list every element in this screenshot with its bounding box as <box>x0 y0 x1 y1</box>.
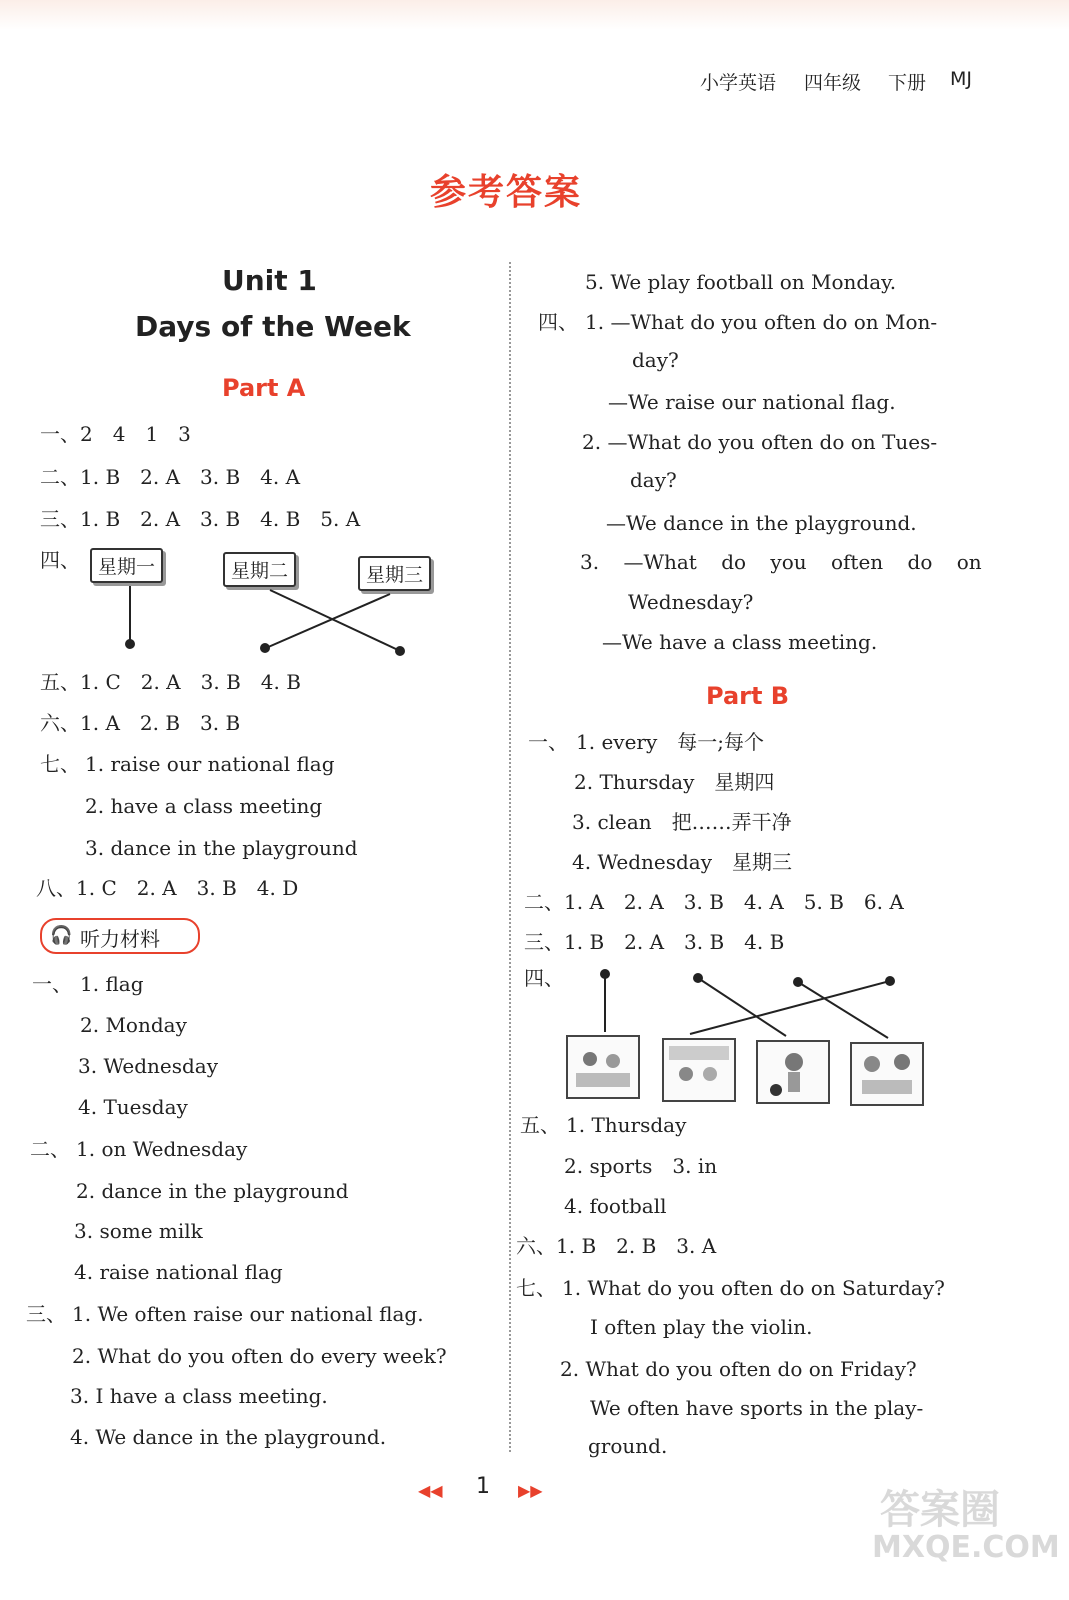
listening-s1-item: 1. flag <box>80 972 144 996</box>
listening-s4-line: 3. —What do you often do on <box>580 550 982 574</box>
part-b-q4-num: 四、 <box>524 966 564 990</box>
part-b-q5-num: 五、 <box>520 1113 560 1137</box>
part-a-q4-num: 四、 <box>40 548 80 572</box>
page-number: 1 <box>476 1474 490 1499</box>
part-b-q6: 六、1. B 2. B 3. A <box>516 1234 717 1258</box>
part-b-q1-item: 3. clean 把……弄干净 <box>572 810 792 834</box>
page-title: 参考答案 <box>430 172 583 213</box>
watermark-url: MXQE.COM <box>872 1530 1060 1565</box>
listening-s4-line: day? <box>632 348 679 372</box>
part-b-q2: 二、1. A 2. A 3. B 4. A 5. B 6. A <box>524 890 904 914</box>
listening-label: 听力材料 <box>80 927 160 951</box>
listening-s4-line: 2. —What do you often do on Tues- <box>582 430 938 454</box>
listening-s2-item: 2. dance in the playground <box>76 1179 349 1203</box>
listening-s2-num: 二、 <box>30 1137 70 1161</box>
listening-s3-item: 1. We often raise our national flag. <box>72 1302 424 1326</box>
part-b-q7-item: 1. What do you often do on Saturday? <box>562 1276 945 1300</box>
part-b-q1-item: 1. every 每一;每个 <box>576 730 765 754</box>
listening-s3-num: 三、 <box>26 1302 66 1326</box>
matching-lines-a <box>0 0 509 700</box>
listening-s4-line: 1. —What do you often do on Mon- <box>585 310 938 334</box>
part-b-q1-num: 一、 <box>528 730 568 754</box>
header-grade: 四年级 <box>804 72 862 94</box>
listening-s3-item: 3. I have a class meeting. <box>70 1384 328 1408</box>
part-b-q3: 三、1. B 2. A 3. B 4. B <box>524 930 785 954</box>
part-b-q7-item: ground. <box>588 1434 668 1458</box>
listening-s2-item: 3. some milk <box>74 1219 203 1243</box>
part-b-q1-item: 2. Thursday 星期四 <box>574 770 775 794</box>
header-volume: 下册 <box>888 72 927 94</box>
headphones-icon: 🎧 <box>50 925 73 946</box>
listening-s3-item: 4. We dance in the playground. <box>70 1425 387 1449</box>
part-a-q7-item-2: 2. have a class meeting <box>85 794 323 818</box>
part-b-q5-item: 4. football <box>564 1194 667 1218</box>
listening-s3-item: 2. What do you often do every week? <box>72 1344 447 1368</box>
next-page-icon[interactable]: ▶▶ <box>518 1481 543 1500</box>
listening-s4-num: 四、 <box>538 310 578 334</box>
picture-flag-raising-icon <box>566 1035 640 1099</box>
listening-s2-item: 1. on Wednesday <box>76 1137 248 1161</box>
part-a-q7-item-3: 3. dance in the playground <box>85 836 358 860</box>
picture-dancing-icon <box>850 1042 924 1106</box>
listening-s4-line: day? <box>630 468 677 492</box>
listening-s4-line: Wednesday? <box>628 590 754 614</box>
column-divider <box>509 262 511 1452</box>
part-a-q8: 八、1. C 2. A 3. B 4. D <box>36 876 299 900</box>
part-a-q7-item-1: 1. raise our national flag <box>85 752 335 776</box>
picture-class-meeting-icon <box>662 1038 736 1102</box>
prev-page-icon[interactable]: ◀◀ <box>418 1481 443 1500</box>
part-a-q7-num: 七、 <box>40 752 80 776</box>
part-b-q7-num: 七、 <box>516 1276 556 1300</box>
listening-s4-line: —We have a class meeting. <box>602 630 878 654</box>
weekday-box-wed: 星期三 <box>358 556 431 591</box>
part-a-q1: 一、2 4 1 3 <box>40 422 191 446</box>
listening-s1-item: 2. Monday <box>80 1013 187 1037</box>
part-b-q7-item: We often have sports in the play- <box>590 1396 924 1420</box>
header-subject: 小学英语 <box>700 72 777 94</box>
part-a-q3: 三、1. B 2. A 3. B 4. B 5. A <box>40 507 361 531</box>
listening-s4-line: —We raise our national flag. <box>608 390 896 414</box>
watermark-logo: 答案圈 <box>880 1487 1000 1533</box>
part-b-q7-item: I often play the violin. <box>590 1315 813 1339</box>
unit-number: Unit 1 <box>222 264 317 297</box>
part-b-q5-item: 2. sports 3. in <box>564 1154 718 1178</box>
weekday-box-tue: 星期二 <box>223 552 296 587</box>
listening-s1-item: 4. Tuesday <box>78 1095 188 1119</box>
part-b-q7-item: 2. What do you often do on Friday? <box>560 1357 917 1381</box>
part-a-q6: 六、1. A 2. B 3. B <box>40 711 241 735</box>
header-edition: MJ <box>950 68 972 90</box>
part-b-label: Part B <box>706 682 790 710</box>
picture-football-icon <box>756 1040 830 1104</box>
part-b-q1-item: 4. Wednesday 星期三 <box>572 850 793 874</box>
part-a-q2: 二、1. B 2. A 3. B 4. A <box>40 465 301 489</box>
part-a-q5: 五、1. C 2. A 3. B 4. B <box>40 670 301 694</box>
weekday-box-mon: 星期一 <box>90 548 163 583</box>
listening-s3-item-5: 5. We play football on Monday. <box>585 270 897 294</box>
listening-s1-item: 3. Wednesday <box>78 1054 219 1078</box>
part-a-label: Part A <box>222 374 306 402</box>
listening-badge <box>40 918 200 954</box>
listening-s2-item: 4. raise national flag <box>74 1260 283 1284</box>
unit-name: Days of the Week <box>135 310 411 343</box>
part-b-q5-item: 1. Thursday <box>566 1113 687 1137</box>
listening-s4-line: —We dance in the playground. <box>606 511 917 535</box>
listening-s1-num: 一、 <box>32 972 72 996</box>
